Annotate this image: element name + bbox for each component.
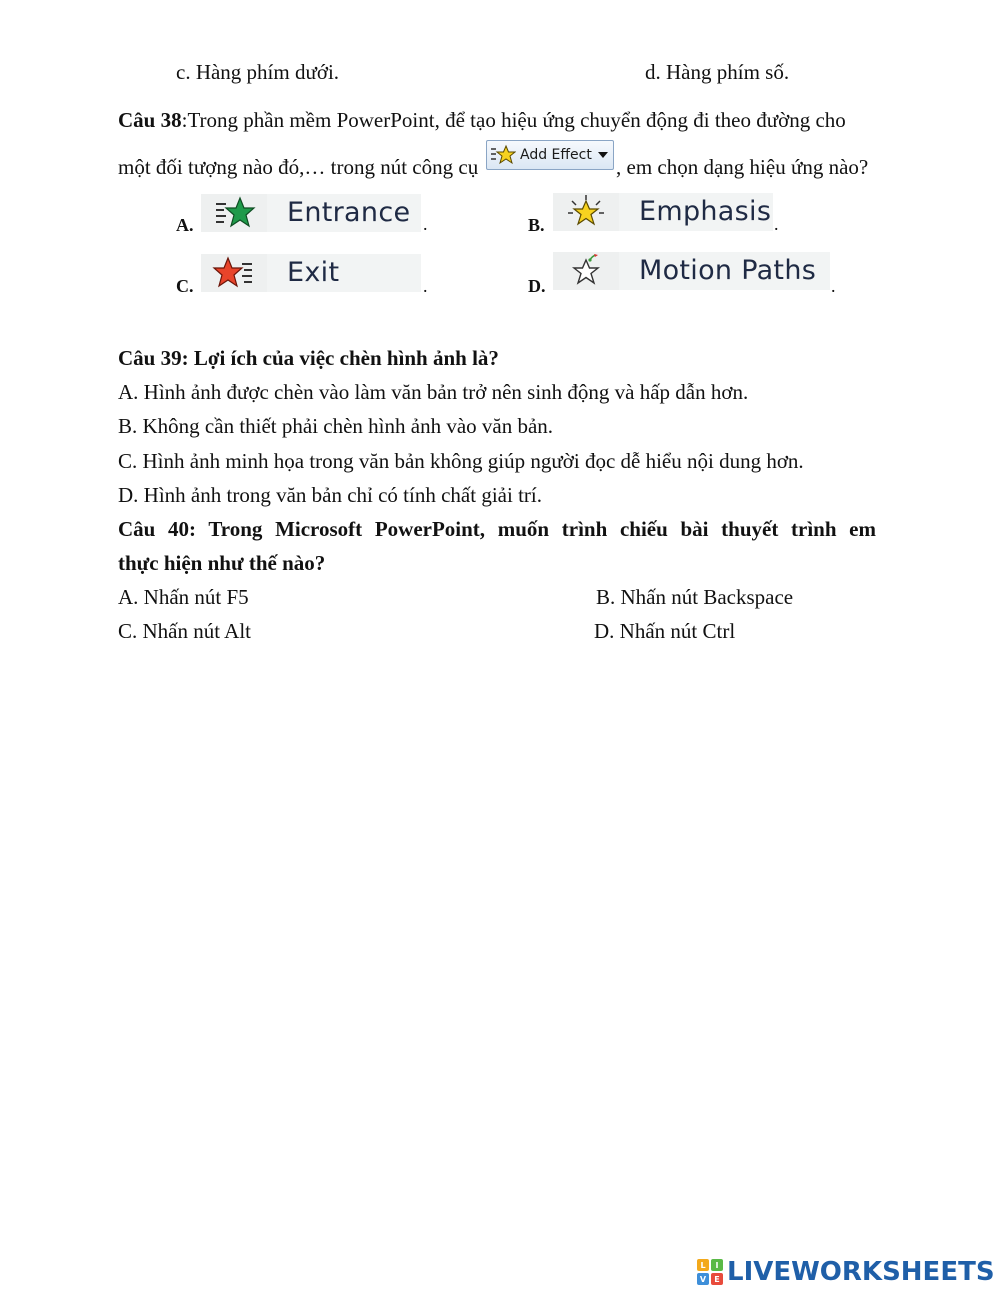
- q38-option-a-dot: .: [423, 214, 428, 234]
- q38-option-a: [201, 194, 421, 232]
- add-effect-label: Add Effect: [520, 147, 592, 163]
- q40-option-a: A. Nhấn nút F5: [118, 585, 249, 609]
- prev-option-d: d. Hàng phím số.: [645, 60, 790, 84]
- q38-option-d-label: D.: [528, 276, 546, 296]
- q39-option-a: A. Hình ảnh được chèn vào làm văn bản trở nên sinh động và hấp dẫn hơn.: [118, 380, 749, 404]
- q40-option-d: D. Nhấn nút Ctrl: [594, 619, 736, 643]
- q40-option-c: C. Nhấn nút Alt: [118, 619, 252, 643]
- q40-option-b: B. Nhấn nút Backspace: [596, 585, 794, 609]
- logo-blocks-icon: [697, 1259, 723, 1285]
- prev-option-c: c. Hàng phím dưới.: [176, 60, 340, 84]
- q38-option-c-text: Exit: [267, 254, 421, 292]
- q38-option-c-label: C.: [176, 276, 194, 296]
- q38-option-a-text: Entrance: [267, 194, 421, 232]
- add-effect-button: [486, 140, 614, 170]
- q40-title-line1: Câu 40: Trong Microsoft PowerPoint, muốn trình chiếu bài thuyết trình em: [118, 517, 876, 541]
- q40-title-line2: thực hiện như thế nào?: [118, 551, 326, 575]
- q39-option-c: C. Hình ảnh minh họa trong văn bản không giúp người đọc dễ hiểu nội dung hơn.: [118, 449, 804, 473]
- q38-line1: [118, 108, 880, 133]
- q39-title: Câu 39: Lợi ích của việc chèn hình ảnh là?: [118, 346, 499, 370]
- q38-text2b: , em chọn dạng hiệu ứng nào?: [616, 155, 869, 179]
- q38-option-c: [201, 254, 421, 292]
- liveworksheets-logo: [697, 1257, 995, 1287]
- add-effect-star-icon: [490, 144, 516, 166]
- entrance-star-icon: [201, 194, 267, 232]
- chevron-down-icon: [598, 152, 608, 158]
- q38-option-b: [553, 193, 773, 231]
- motion-paths-star-icon: [553, 252, 619, 290]
- logo-block-v: V: [697, 1273, 709, 1285]
- q38-number: Câu 38: [118, 108, 182, 132]
- q39-option-b: B. Không cần thiết phải chèn hình ảnh vào văn bản.: [118, 414, 554, 438]
- q38-text2a: một đối tượng nào đó,… trong nút công cụ: [118, 155, 479, 179]
- logo-block-i: I: [711, 1259, 723, 1271]
- q38-option-d: [553, 252, 830, 290]
- logo-wordmark: LIVEWORKSHEETS: [727, 1257, 995, 1287]
- q39-option-d: D. Hình ảnh trong văn bản chỉ có tính chất giải trí.: [118, 483, 542, 507]
- q38-text1: :Trong phần mềm PowerPoint, để tạo hiệu ứng chuyển động đi theo đường cho: [181, 108, 846, 132]
- emphasis-star-icon: [553, 193, 619, 231]
- q38-option-b-text: Emphasis: [619, 193, 773, 231]
- q38-option-d-text: Motion Paths: [619, 252, 830, 290]
- logo-block-l: L: [697, 1259, 709, 1271]
- q38-option-a-label: A.: [176, 215, 194, 235]
- q38-option-d-dot: .: [831, 276, 836, 296]
- q38-option-b-dot: .: [774, 214, 779, 234]
- q38-option-c-dot: .: [423, 276, 428, 296]
- exit-star-icon: [201, 254, 267, 292]
- logo-block-e: E: [711, 1273, 723, 1285]
- q38-option-b-label: B.: [528, 215, 545, 235]
